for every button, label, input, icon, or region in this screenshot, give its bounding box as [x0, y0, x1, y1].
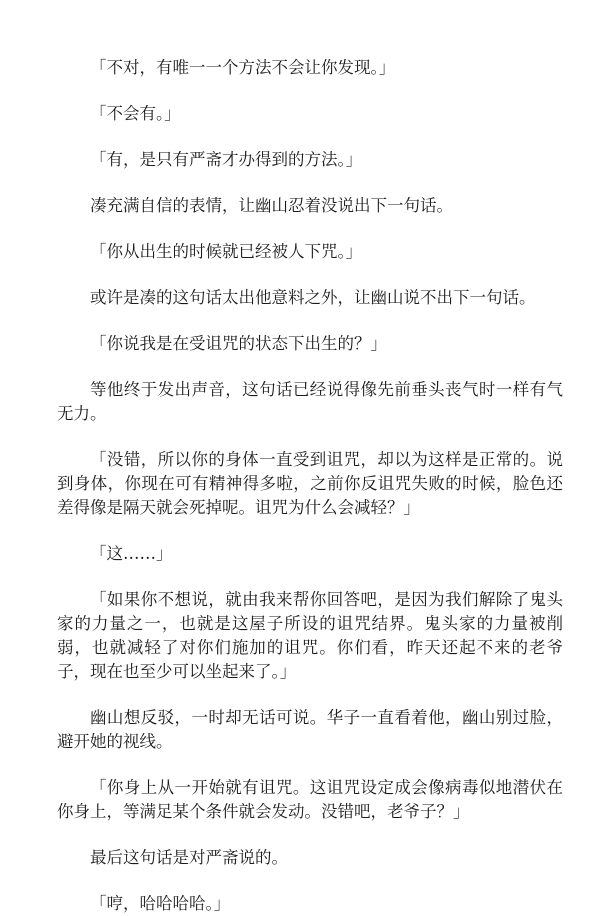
- paragraph: 凑充满自信的表情，让幽山忍着没说出下一句话。: [90, 196, 453, 215]
- paragraph: 最后这句话是对严斋说的。: [90, 848, 288, 867]
- paragraph: 「不会有。」: [90, 104, 181, 123]
- paragraph: 「这……」: [90, 544, 173, 563]
- paragraph: 「不对，有唯一一个方法不会让你发现。」: [90, 58, 396, 77]
- paragraph: 或许是凑的这句话太出他意料之外，让幽山说不出下一句话。: [90, 288, 536, 307]
- paragraph: 「你从出生的时候就已经被人下咒。」: [90, 242, 363, 261]
- paragraph: 「如果你不想说，就由我来帮你回答吧，是因为我们解除了鬼头家的力量之一，也就是这屋子所设的诅咒结界。鬼头家的力量被削弱，也就减轻了对你们施加的诅咒。你们看，昨天还起不来的老爷子，现在也至少可以坐起来了。」: [57, 590, 563, 681]
- paragraph: 「你说我是在受诅咒的状态下出生的？」: [90, 334, 387, 353]
- paragraph: 等他终于发出声音，这句话已经说得像先前垂头丧气时一样有气无力。: [57, 380, 563, 423]
- paragraph: 「哼，哈哈哈哈。」: [90, 894, 231, 913]
- paragraph: 「没错，所以你的身体一直受到诅咒，却以为这样是正常的。说到身体，你现在可有精神得多啦，之前你反诅咒失败的时候，脸色还差得像是隔天就会死掉呢。诅咒为什么会减轻？」: [57, 450, 563, 517]
- paragraph: 「你身上从一开始就有诅咒。这诅咒设定成会像病毒似地潜伏在你身上，等满足某个条件就会发动。没错吧，老爷子？」: [57, 778, 563, 821]
- paragraph: 幽山想反驳，一时却无话可说。华子一直看着他，幽山别过脸，避开她的视线。: [57, 708, 563, 751]
- paragraph: 「有，是只有严斋才办得到的方法。」: [90, 150, 363, 169]
